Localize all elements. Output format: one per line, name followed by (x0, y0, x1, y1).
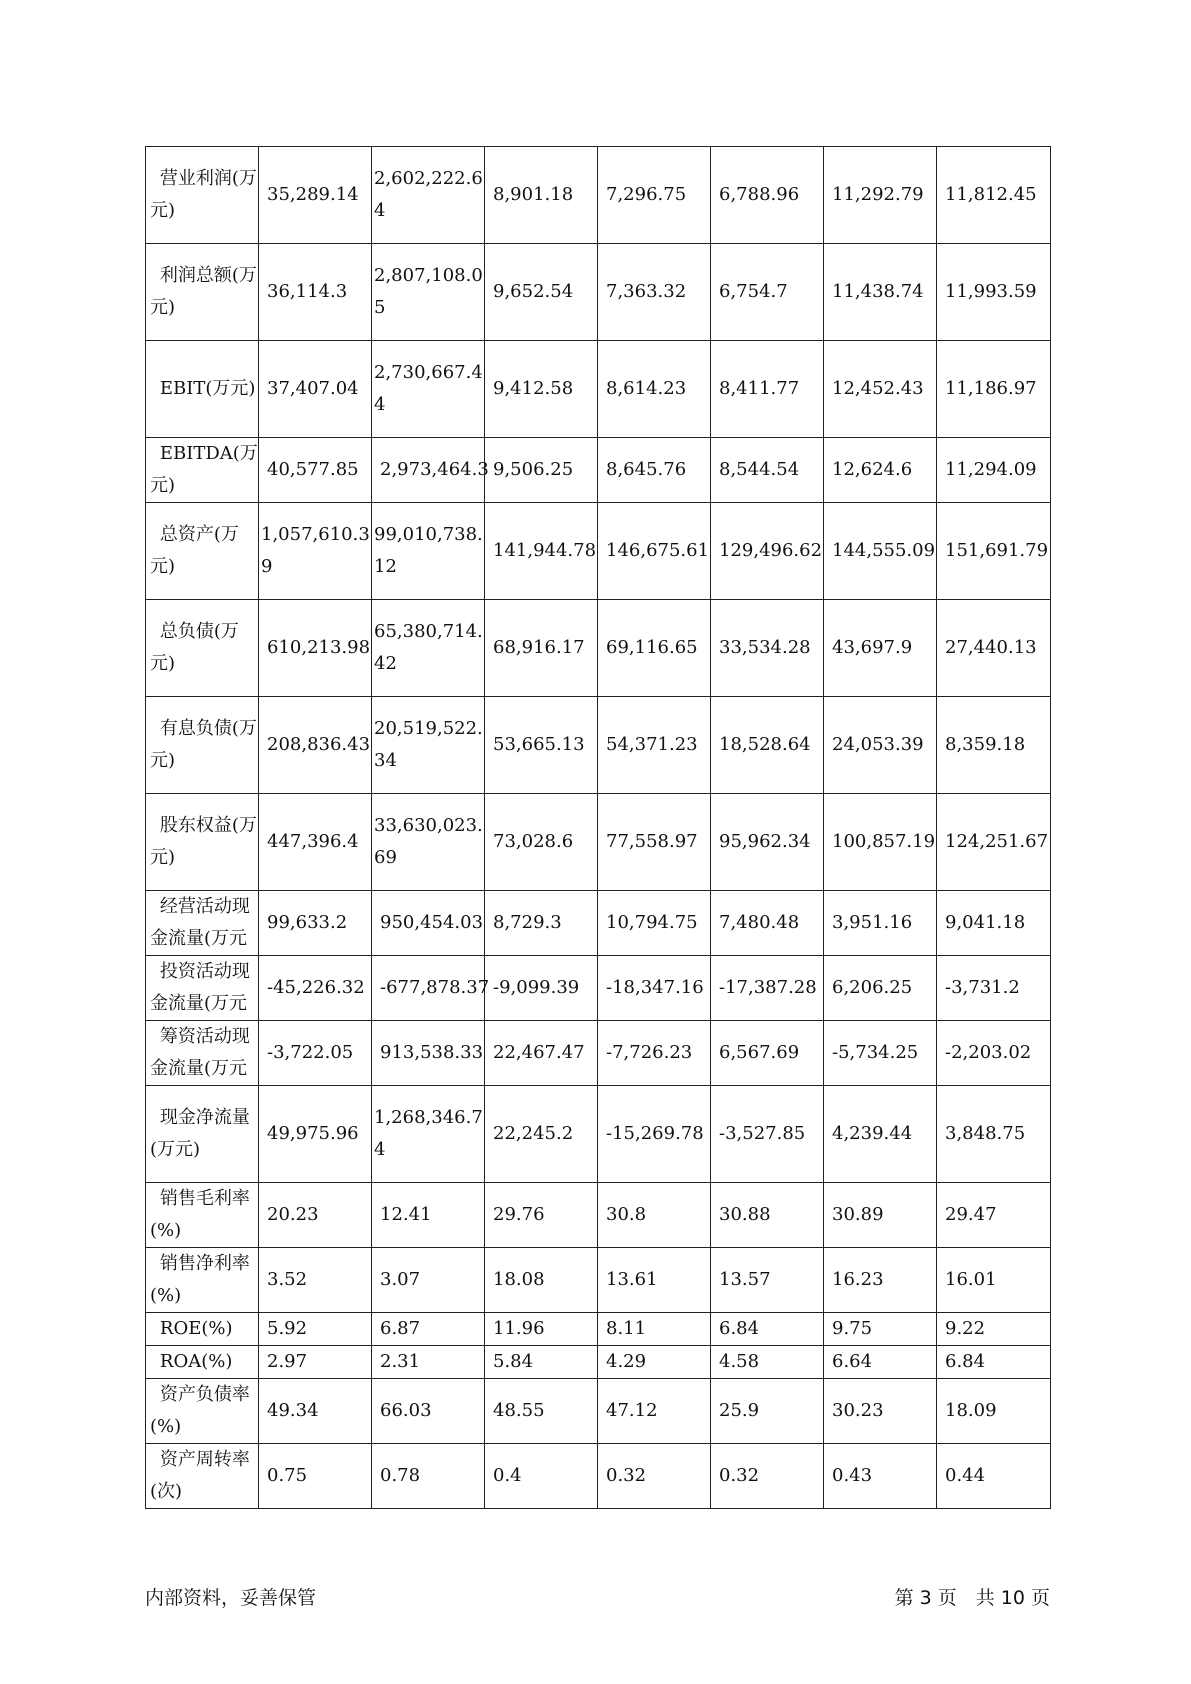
table-cell: 54,371.23 (598, 697, 711, 794)
table-cell: 36,114.3 (259, 244, 372, 341)
table-cell: 11,294.09 (937, 438, 1051, 503)
table-row (146, 1346, 1051, 1379)
table-cell: -18,347.16 (598, 956, 711, 1021)
row-label: 投资活动现金流量(万元 (146, 956, 259, 1021)
row-label: 经营活动现金流量(万元 (146, 891, 259, 956)
table-cell: 0.78 (372, 1444, 485, 1509)
table-cell: 8.11 (598, 1313, 711, 1346)
table-cell: 12,624.6 (824, 438, 937, 503)
table-cell: -5,734.25 (824, 1021, 937, 1086)
table-cell: 9,652.54 (485, 244, 598, 341)
table-row (146, 1444, 1051, 1509)
row-label: 销售净利率(%) (146, 1248, 259, 1313)
table-cell: 30.23 (824, 1379, 937, 1444)
table-cell: -2,203.02 (937, 1021, 1051, 1086)
table-cell: 5.92 (259, 1313, 372, 1346)
table-cell: 65,380,714.42 (372, 600, 485, 697)
table-cell: -3,722.05 (259, 1021, 372, 1086)
table-cell: -9,099.39 (485, 956, 598, 1021)
table-cell: 47.12 (598, 1379, 711, 1444)
table-cell: 144,555.09 (824, 503, 937, 600)
table-row (146, 1183, 1051, 1248)
table-cell: 68,916.17 (485, 600, 598, 697)
table-cell: 48.55 (485, 1379, 598, 1444)
table-cell: 208,836.43 (259, 697, 372, 794)
table-cell: 20.23 (259, 1183, 372, 1248)
table-cell: 0.32 (598, 1444, 711, 1509)
table-cell: 33,630,023.69 (372, 794, 485, 891)
row-label: 销售毛利率(%) (146, 1183, 259, 1248)
table-cell: 141,944.78 (485, 503, 598, 600)
table-cell: 3.07 (372, 1248, 485, 1313)
table-cell: 12.41 (372, 1183, 485, 1248)
table-cell: 53,665.13 (485, 697, 598, 794)
table-cell: 4.29 (598, 1346, 711, 1379)
table-cell: 0.43 (824, 1444, 937, 1509)
table-cell: 10,794.75 (598, 891, 711, 956)
table-cell: -677,878.37 (372, 956, 485, 1021)
table-cell: 99,010,738.12 (372, 503, 485, 600)
table-cell: 3,951.16 (824, 891, 937, 956)
table-cell: 30.8 (598, 1183, 711, 1248)
table-cell: 29.76 (485, 1183, 598, 1248)
table-cell: 129,496.62 (711, 503, 824, 600)
table-row (146, 244, 1051, 341)
table-cell: 6.84 (711, 1313, 824, 1346)
table-cell: 5.84 (485, 1346, 598, 1379)
table-cell: 7,296.75 (598, 147, 711, 244)
table-cell: -7,726.23 (598, 1021, 711, 1086)
table-cell: 9,506.25 (485, 438, 598, 503)
table-cell: 11,186.97 (937, 341, 1051, 438)
table-cell: 610,213.98 (259, 600, 372, 697)
row-label: 股东权益(万元) (146, 794, 259, 891)
table-cell: 2,807,108.05 (372, 244, 485, 341)
table-cell: 2,602,222.64 (372, 147, 485, 244)
table-cell: 0.75 (259, 1444, 372, 1509)
financial-table (145, 146, 1051, 1509)
table-cell: 9,412.58 (485, 341, 598, 438)
table-row (146, 1313, 1051, 1346)
row-label: 利润总额(万元) (146, 244, 259, 341)
table-cell: 6,567.69 (711, 1021, 824, 1086)
table-row (146, 438, 1051, 503)
table-cell: 24,053.39 (824, 697, 937, 794)
table-row (146, 1379, 1051, 1444)
table-row (146, 147, 1051, 244)
table-cell: 16.01 (937, 1248, 1051, 1313)
table-cell: 11,292.79 (824, 147, 937, 244)
table-cell: 69,116.65 (598, 600, 711, 697)
row-label: ROA(%) (146, 1346, 259, 1379)
table-cell: 4,239.44 (824, 1086, 937, 1183)
table-cell: 16.23 (824, 1248, 937, 1313)
table-cell: 8,359.18 (937, 697, 1051, 794)
table-cell: 18,528.64 (711, 697, 824, 794)
row-label: EBIT(万元) (146, 341, 259, 438)
table-cell: 2.97 (259, 1346, 372, 1379)
table-cell: 8,614.23 (598, 341, 711, 438)
table-cell: 8,729.3 (485, 891, 598, 956)
table-cell: 6,206.25 (824, 956, 937, 1021)
table-cell: -45,226.32 (259, 956, 372, 1021)
table-cell: 9.75 (824, 1313, 937, 1346)
table-cell: 1,057,610.39 (259, 503, 372, 600)
table-cell: 22,467.47 (485, 1021, 598, 1086)
table-row (146, 697, 1051, 794)
table-cell: 49,975.96 (259, 1086, 372, 1183)
row-label: 资产周转率(次) (146, 1444, 259, 1509)
table-cell: 2.31 (372, 1346, 485, 1379)
table-cell: 11.96 (485, 1313, 598, 1346)
table-cell: 66.03 (372, 1379, 485, 1444)
row-label: ROE(%) (146, 1313, 259, 1346)
table-row (146, 600, 1051, 697)
table-cell: 2,730,667.44 (372, 341, 485, 438)
table-cell: 100,857.19 (824, 794, 937, 891)
table-cell: 950,454.03 (372, 891, 485, 956)
row-label: 营业利润(万元) (146, 147, 259, 244)
table-cell: 0.32 (711, 1444, 824, 1509)
table-cell: 9.22 (937, 1313, 1051, 1346)
table-cell: 20,519,522.34 (372, 697, 485, 794)
row-label: 有息负债(万元) (146, 697, 259, 794)
table-cell: 447,396.4 (259, 794, 372, 891)
table-cell: 146,675.61 (598, 503, 711, 600)
table-row (146, 503, 1051, 600)
table-cell: 30.88 (711, 1183, 824, 1248)
table-cell: 40,577.85 (259, 438, 372, 503)
table-cell: 27,440.13 (937, 600, 1051, 697)
table-cell: -3,731.2 (937, 956, 1051, 1021)
row-label: EBITDA(万元) (146, 438, 259, 503)
table-cell: 7,480.48 (711, 891, 824, 956)
table-cell: 77,558.97 (598, 794, 711, 891)
table-cell: 12,452.43 (824, 341, 937, 438)
table-cell: 2,973,464.3 (372, 438, 485, 503)
table-row (146, 1021, 1051, 1086)
table-cell: 13.61 (598, 1248, 711, 1313)
table-row (146, 956, 1051, 1021)
table-cell: 49.34 (259, 1379, 372, 1444)
table-cell: 151,691.79 (937, 503, 1051, 600)
row-label: 现金净流量(万元) (146, 1086, 259, 1183)
table-cell: 37,407.04 (259, 341, 372, 438)
row-label: 筹资活动现金流量(万元 (146, 1021, 259, 1086)
table-cell: 4.58 (711, 1346, 824, 1379)
table-cell: 95,962.34 (711, 794, 824, 891)
table-cell: -3,527.85 (711, 1086, 824, 1183)
table-cell: 6,754.7 (711, 244, 824, 341)
table-cell: 8,411.77 (711, 341, 824, 438)
table-cell: 124,251.67 (937, 794, 1051, 891)
table-cell: 3,848.75 (937, 1086, 1051, 1183)
table-cell: 29.47 (937, 1183, 1051, 1248)
table-cell: 6.84 (937, 1346, 1051, 1379)
table-cell: 18.08 (485, 1248, 598, 1313)
table-cell: 11,438.74 (824, 244, 937, 341)
row-label: 总资产(万元) (146, 503, 259, 600)
table-cell: 913,538.33 (372, 1021, 485, 1086)
table-cell: 13.57 (711, 1248, 824, 1313)
table-cell: -15,269.78 (598, 1086, 711, 1183)
footer-page-number: 第 3 页 共 10 页 (894, 1587, 1050, 1609)
table-cell: 8,901.18 (485, 147, 598, 244)
table-cell: 11,812.45 (937, 147, 1051, 244)
table-cell: -17,387.28 (711, 956, 824, 1021)
table-cell: 9,041.18 (937, 891, 1051, 956)
table-cell: 30.89 (824, 1183, 937, 1248)
table-cell: 6.64 (824, 1346, 937, 1379)
table-cell: 35,289.14 (259, 147, 372, 244)
table-cell: 8,645.76 (598, 438, 711, 503)
table-row (146, 794, 1051, 891)
table-cell: 25.9 (711, 1379, 824, 1444)
table-cell: 18.09 (937, 1379, 1051, 1444)
table-cell: 7,363.32 (598, 244, 711, 341)
table-cell: 99,633.2 (259, 891, 372, 956)
table-cell: 22,245.2 (485, 1086, 598, 1183)
table-cell: 1,268,346.74 (372, 1086, 485, 1183)
row-label: 资产负债率(%) (146, 1379, 259, 1444)
table-cell: 11,993.59 (937, 244, 1051, 341)
table-row (146, 341, 1051, 438)
table-cell: 6,788.96 (711, 147, 824, 244)
table-cell: 43,697.9 (824, 600, 937, 697)
table-cell: 0.44 (937, 1444, 1051, 1509)
footer-confidential-note: 内部资料，妥善保管 (145, 1587, 317, 1609)
row-label: 总负债(万元) (146, 600, 259, 697)
table-row (146, 1248, 1051, 1313)
table-row (146, 1086, 1051, 1183)
table-cell: 8,544.54 (711, 438, 824, 503)
table-cell: 6.87 (372, 1313, 485, 1346)
table-cell: 3.52 (259, 1248, 372, 1313)
table-cell: 0.4 (485, 1444, 598, 1509)
table-cell: 73,028.6 (485, 794, 598, 891)
table-cell: 33,534.28 (711, 600, 824, 697)
table-row (146, 891, 1051, 956)
